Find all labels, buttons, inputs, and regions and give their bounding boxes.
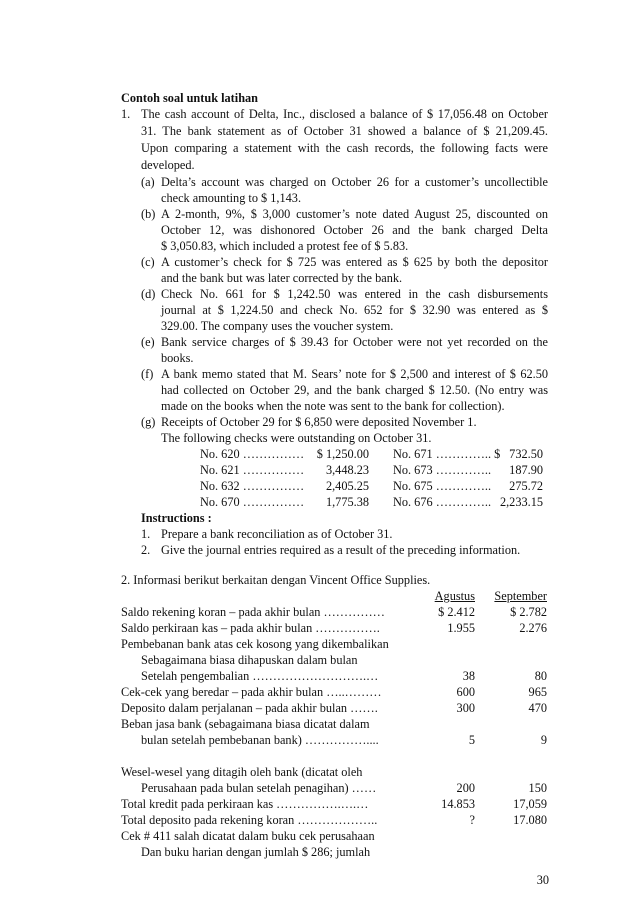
agustus-value: ? <box>469 813 475 827</box>
check-left-amount: $ 1,250.00 <box>316 447 369 461</box>
item-g-line: The following checks were outstanding on October 31. <box>161 431 432 445</box>
item-d-line: 329.00. The company uses the voucher system. <box>161 319 394 333</box>
september-value: 9 <box>540 733 547 747</box>
item-label-d: (d) <box>141 287 156 301</box>
item-g-line: Receipts of October 29 for $ 6,850 were deposited November 1. <box>161 415 477 429</box>
instruction-number: 2. <box>141 543 151 557</box>
item-e-line: Bank service charges of $ 39.43 for October were not yet recorded on the <box>161 335 548 349</box>
september-value: 470 <box>528 701 547 715</box>
agustus-value: 14.853 <box>441 797 475 811</box>
problem-2-intro: 2. Informasi berikut berkaitan dengan Vincent Office Supplies. <box>121 573 431 587</box>
item-f-line: made on the books when the note was sent to the bank for collection). <box>161 399 505 413</box>
table-row-label: Wesel-wesel yang ditagih oleh bank (dicatat oleh <box>121 765 363 779</box>
september-value: 17,059 <box>513 797 547 811</box>
table-row-label: bulan setelah pembebanan bank) …………….... <box>141 733 379 747</box>
agustus-value: 200 <box>456 781 475 795</box>
item-c-line: A customer’s check for $ 725 was entered as $ 625 by both the depositor <box>161 255 548 269</box>
item-b-line: $ 3,050.83, which included a protest fee of $ 5.83. <box>161 239 409 253</box>
instructions-title: Instructions : <box>141 511 212 525</box>
instruction-text: Give the journal entries required as a result of the preceding information. <box>161 543 521 557</box>
item-label-c: (c) <box>141 255 155 269</box>
table-row-label: Pembebanan bank atas cek kosong yang dikembalikan <box>121 637 389 651</box>
september-value: 80 <box>534 669 547 683</box>
item-label-e: (e) <box>141 335 155 349</box>
agustus-value: 5 <box>468 733 475 747</box>
item-d-line: Check No. 661 for $ 1,242.50 was entered in the cash disbursements <box>161 287 548 301</box>
september-value: 150 <box>528 781 547 795</box>
september-value: 17.080 <box>513 813 547 827</box>
agustus-value: $ 2.412 <box>438 605 475 619</box>
check-left-amount: 2,405.25 <box>325 479 369 493</box>
agustus-value: 38 <box>462 669 475 683</box>
check-right-amount: 732.50 <box>509 447 543 461</box>
problem-1-number: 1. <box>121 107 131 121</box>
table-row-label: Total deposito pada rekening koran ……………….. <box>121 813 378 827</box>
item-label-a: (a) <box>141 175 155 189</box>
september-value: $ 2.782 <box>510 605 547 619</box>
instruction-number: 1. <box>141 527 151 541</box>
table-row-label: Saldo perkiraan kas – pada akhir bulan ……………. <box>121 621 380 635</box>
check-right-number: No. 673 ………….. <box>393 463 492 477</box>
item-label-b: (b) <box>141 207 156 221</box>
agustus-value: 300 <box>456 701 475 715</box>
item-b-line: A 2-month, 9%, $ 3,000 customer’s note dated August 25, discounted on <box>161 207 548 221</box>
check-right-amount: 187.90 <box>509 463 543 477</box>
column-header-agustus: Agustus <box>434 589 475 603</box>
table-row-label: Deposito dalam perjalanan – pada akhir bulan ……. <box>121 701 378 715</box>
check-right-number: No. 671 ………….. $ <box>393 447 501 461</box>
table-row-label: Saldo rekening koran – pada akhir bulan …………… <box>121 605 385 619</box>
item-label-f: (f) <box>141 367 154 381</box>
item-a-line: check amounting to $ 1,143. <box>161 191 302 205</box>
item-d-line: journal at $ 1,224.50 and check No. 652 for $ 32.90 was entered as $ <box>161 303 548 317</box>
check-right-number: No. 675 ………….. <box>393 479 492 493</box>
problem-1-line: Upon comparing a statement with the cash records, the following facts were <box>141 141 548 155</box>
table-row-label: Total kredit pada perkiraan kas …………….….… <box>121 797 369 811</box>
table-row-label: Cek-cek yang beredar – pada akhir bulan …..……… <box>121 685 382 699</box>
september-value: 2.276 <box>519 621 547 635</box>
check-left-number: No. 632 …………… <box>200 479 305 493</box>
table-row-label: Perusahaan pada bulan setelah penagihan) …… <box>141 781 377 795</box>
item-f-line: A bank memo stated that M. Sears’ note for $ 2,500 and interest of $ 62.50 <box>161 367 548 381</box>
check-right-number: No. 676 ………….. <box>393 495 492 509</box>
problem-1-line: The cash account of Delta, Inc., disclosed a balance of $ 17,056.48 on October <box>141 107 548 121</box>
check-left-number: No. 670 …………… <box>200 495 305 509</box>
check-left-amount: 3,448.23 <box>325 463 369 477</box>
check-left-amount: 1,775.38 <box>325 495 369 509</box>
item-f-line: had collected on October 29, and the bank charged $ 12.50. (No entry was <box>161 383 548 397</box>
problem-1-line: developed. <box>141 158 195 172</box>
problem-1-line: 31. The bank statement as of October 31 showed a balance of $ 21,209.45. <box>141 124 548 138</box>
agustus-value: 600 <box>456 685 475 699</box>
table-row-label: Sebagaimana biasa dihapuskan dalam bulan <box>141 653 358 667</box>
table-row-label: Cek # 411 salah dicatat dalam buku cek perusahaan <box>121 829 375 843</box>
page-number: 30 <box>536 873 549 887</box>
item-label-g: (g) <box>141 415 156 429</box>
instruction-text: Prepare a bank reconciliation as of October 31. <box>161 527 393 541</box>
exercise-heading: Contoh soal untuk latihan <box>121 91 259 105</box>
item-e-line: books. <box>161 351 194 365</box>
table-row-label: Setelah pengembalian ……………………….… <box>141 669 379 683</box>
check-left-number: No. 621 …………… <box>200 463 305 477</box>
item-a-line: Delta’s account was charged on October 26 for a customer’s uncollectible <box>161 175 548 189</box>
item-c-line: and the bank but was later corrected by the bank. <box>161 271 403 285</box>
table-row-label: Dan buku harian dengan jumlah $ 286; jumlah <box>141 845 371 859</box>
column-header-september: September <box>494 589 547 603</box>
item-b-line: October 12, was dishonored October 26 and the bank charged Delta <box>161 223 548 237</box>
check-right-amount: 275.72 <box>509 479 543 493</box>
table-row-label: Beban jasa bank (sebagaimana biasa dicatat dalam <box>121 717 370 731</box>
check-right-amount: 2,233.15 <box>499 495 543 509</box>
agustus-value: 1.955 <box>447 621 475 635</box>
check-left-number: No. 620 …………… <box>200 447 305 461</box>
september-value: 965 <box>528 685 547 699</box>
